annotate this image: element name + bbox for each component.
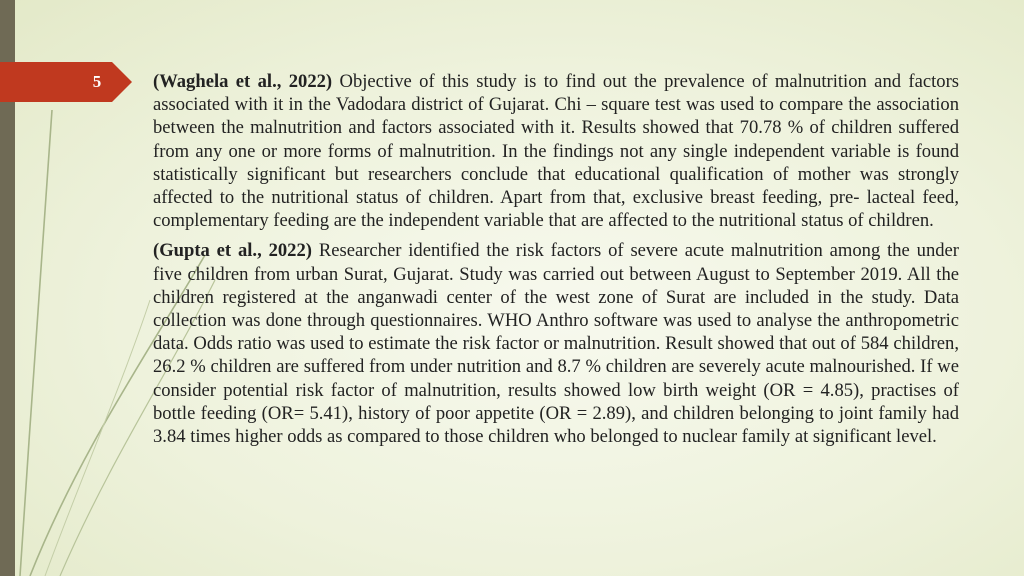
citation: (Gupta et al., 2022) xyxy=(153,240,312,262)
paragraph-text: Researcher identified the risk factors of severe acute malnutrition among the under five children from urban Surat, Gujarat. Study was carried out between August to September 2019. All the children registered at the anganwadi center of the west zone of Surat are included in the study. Data collection was done through questionnaires. WHO Anthro software was used to analyse the anthropometric data. Odds ratio was used to estimate the risk factor or malnutrition. Result showed that out of 584 children, 26.2 % children are suffered from under nutrition and 8.7 % children are severely acute malnourished. If we consider potential risk factor of malnutrition, results showed low birth weight (OR = 4.85), practises of bottle feeding (OR= 5.41), history of poor appetite (OR = 2.89), and children belonging to joint family had 3.84 times higher odds as compared to those children who belonged to nuclear family at significant level. xyxy=(153,240,959,448)
slide-content xyxy=(153,70,959,455)
page-number-tab xyxy=(0,62,132,102)
page-number: 5 xyxy=(92,72,102,91)
paragraph-waghela xyxy=(153,70,959,232)
paragraph-gupta xyxy=(153,239,959,448)
citation: (Waghela et al., 2022) xyxy=(153,71,333,92)
paragraph-text: Objective of this study is to find out the prevalence of malnutrition and factors associated with it in the Vadodara district of Gujarat. Chi – square test was used to compare the association between the malnutrition and factors associated with it. Results showed that 70.78 % of children suffered from any one or more forms of malnutrition. In the findings not any single independent variable is found statistically significant but researchers conclude that educational qualification of mother was strongly affected to the nutritional status of children. Apart from that, exclusive breast feeding, pre- lacteal feed, complementary feeding are the independent variable that are affected to the nutritional status of children. xyxy=(153,71,959,232)
